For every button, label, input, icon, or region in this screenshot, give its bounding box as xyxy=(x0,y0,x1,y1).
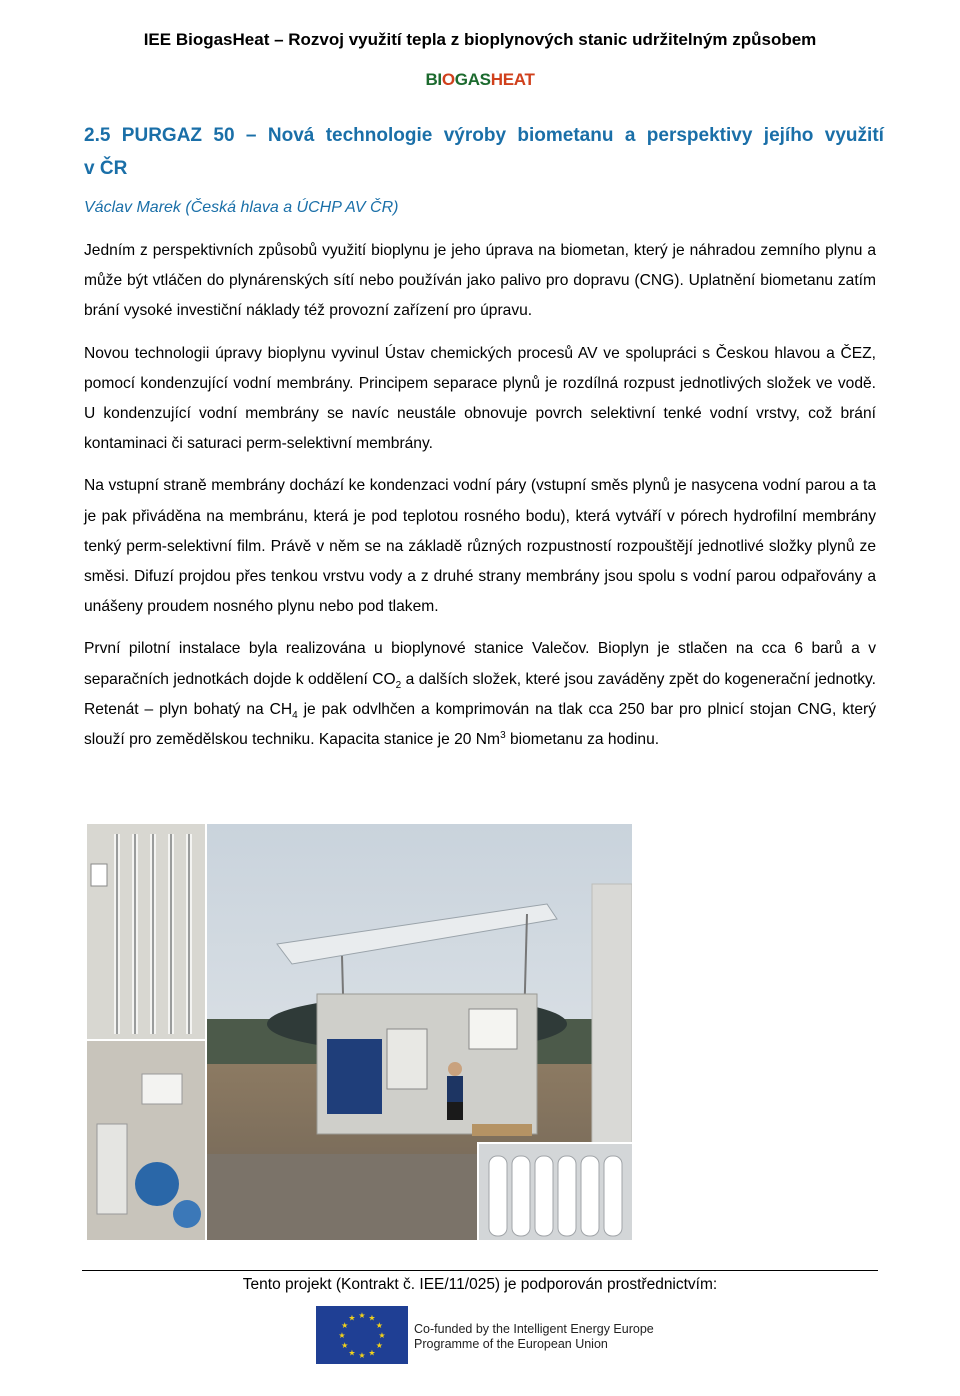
footer-divider xyxy=(82,1270,878,1271)
paragraph-pilot: První pilotní instalace byla realizována u bioplynové stanice Valečov. Bioplyn je stlačen na cca 6 barů a v separačních jednotkách dojde k oddělení $CO_2$ a dalších složek, které jsou zaváděny zpět do kogenerační jednotky. Retenát – plyn bohatý na $CH_4$ je pak odvlhčen a komprimován na tlak cca 250 bar pro plnicí stojan CNG, který slouží pro zemědělskou techniku. Kapacita stanice je 20 Nm$^3$ biometanu za hodinu. xyxy=(84,640,877,749)
paragraph-technology: Novou technologii úpravy bioplynu vyvinul Ústav chemických procesů AV ve spolupráci s Českou hlavou a ČEZ, pomocí kondenzující vodní membrány. Principem separace plynů je rozdílná rozpust jednotlivých složek ve vodě. U kondenzující vodní membrány se navíc neustále obnovuje povrch selektivní tenké vodní vrstvy, což brání kontaminaci či saturaci perm-selektivní membrány. xyxy=(84,344,876,453)
paragraph-intro: Jedním z perspektivních způsobů využití bioplynu je jeho úprava na biometan, který je náhradou zemního plynu a může být vtláčen do plynárenských sítí nebo používán jako palivo pro dopravu (CNG). Uplatnění biometanu zatím brání vysoké investiční náklady též provozní zařízení pro úpravu. xyxy=(84,242,876,320)
eu-flag-icon xyxy=(316,1306,408,1364)
body-text xyxy=(84,236,876,755)
pilot-installation-photo xyxy=(87,824,632,1240)
author-line: Václav Marek (Česká hlava a ÚCHP AV ČR) xyxy=(84,199,399,216)
svg-text:★: ★ xyxy=(338,1331,346,1340)
eu-cofunding-text: Co-funded by the Intelligent Energy Europe Programme of the European Union xyxy=(414,1322,654,1351)
section-title-line1: 2.5 PURGAZ 50 – Nová technologie výroby biometanu a perspektivy jejího využití xyxy=(84,125,884,146)
footer-text: Tento projekt (Kontrakt č. IEE/11/025) je podporován prostřednictvím: xyxy=(242,1276,718,1293)
biogasheat-logo: BIOGASHEAT xyxy=(425,70,535,89)
svg-text:★: ★ xyxy=(341,1321,349,1330)
paragraph-membrane: Na vstupní straně membrány dochází ke kondenzaci vodní páry (vstupní směs plynů je nasycena vodní parou a ta je pak přiváděna na membránu, která je pod teplotou rosného bodu), která vytváří v pórech hydrofilní membrány tenký perm-selektivní film. Právě v něm se na základě různých rozpustností rozpouštějí jednotlivé složky plynů ze směsi. Difuzí projdou přes tenkou vrstvu vody a z druhé strany membrány jsou spolu s vodní parou odpařovány a unášeny proudem nosného plynu nebo pod tlakem. xyxy=(84,477,876,616)
svg-text:★: ★ xyxy=(368,1348,376,1358)
section-title xyxy=(84,119,884,185)
svg-text:★: ★ xyxy=(348,1313,356,1323)
svg-text:★: ★ xyxy=(378,1331,386,1340)
page-header-title: IEE BiogasHeat – Rozvoj využití tepla z bioplynových stanic udržitelným způsobem xyxy=(143,30,817,49)
svg-text:★: ★ xyxy=(348,1348,356,1358)
svg-text:★: ★ xyxy=(375,1341,383,1350)
section-title-line2: v ČR xyxy=(84,158,128,179)
svg-text:★: ★ xyxy=(375,1321,383,1330)
svg-text:★: ★ xyxy=(341,1341,349,1350)
svg-text:★: ★ xyxy=(358,1351,366,1360)
svg-text:★: ★ xyxy=(368,1313,376,1323)
svg-text:★: ★ xyxy=(358,1311,366,1320)
